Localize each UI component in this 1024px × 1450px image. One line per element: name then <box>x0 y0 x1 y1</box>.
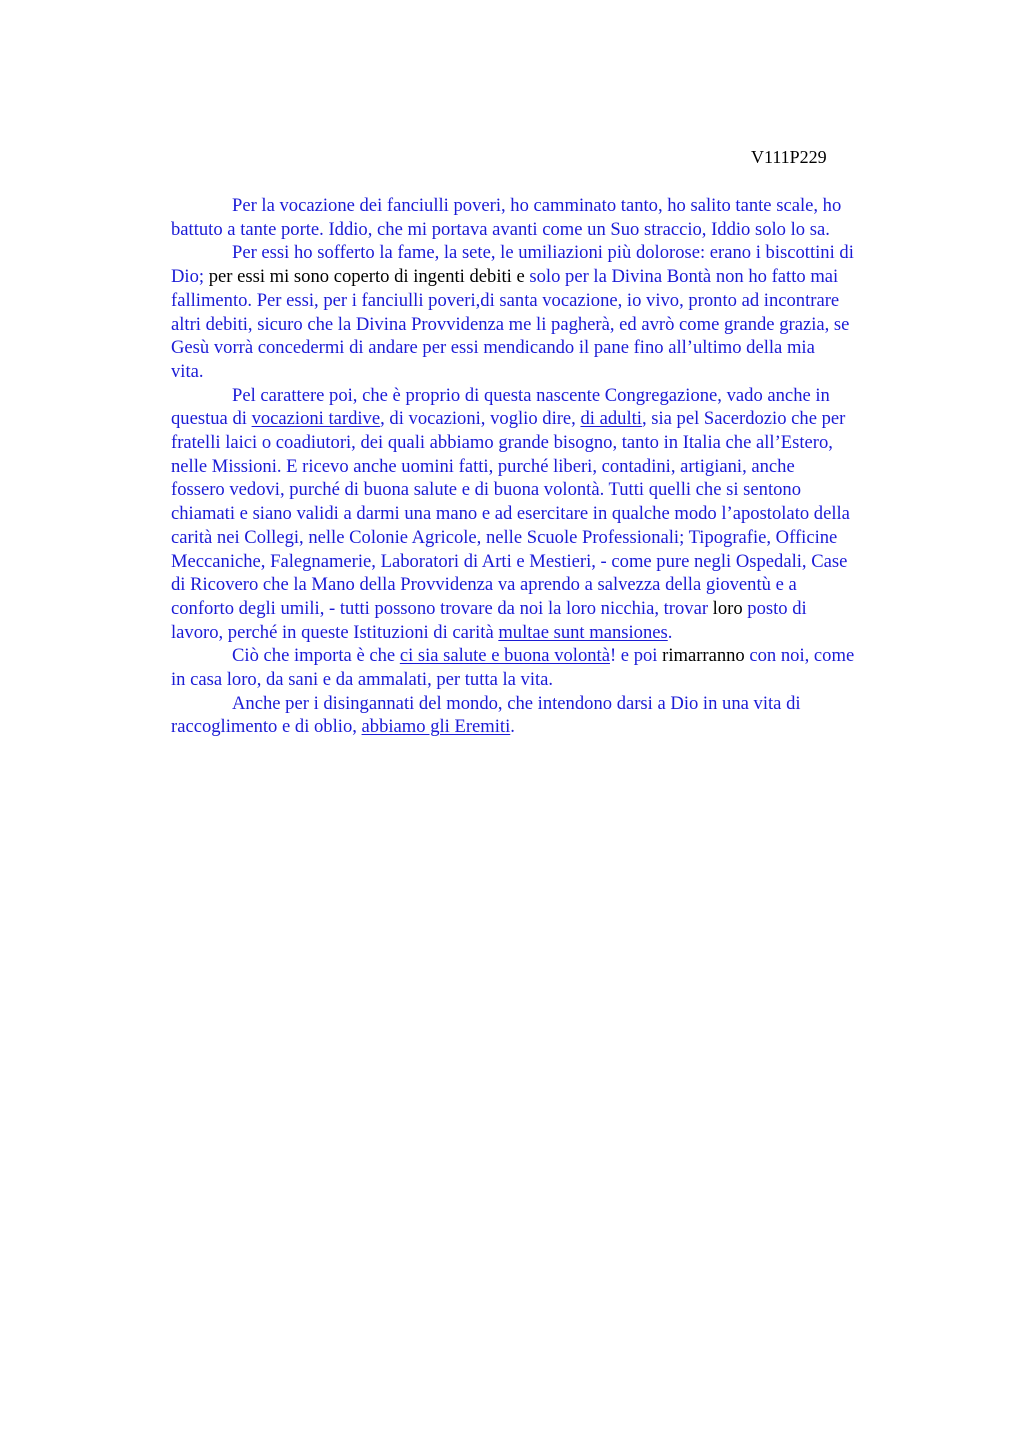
letter-body <box>171 194 931 739</box>
text-line: carità nei Collegi, nelle Colonie Agricole, nelle Scuole Professionali; Tipografie, Officine <box>171 526 838 548</box>
paragraph-sacrifice <box>171 241 931 383</box>
text-line: fallimento. Per essi, per i fanciulli poveri,di santa vocazione, io vivo, pronto ad incontrare <box>171 289 840 311</box>
underlined-phrase: abbiamo gli Eremiti <box>361 716 511 738</box>
text-line: nelle Missioni. E ricevo anche uomini fatti, purché liberi, contadini, artigiani, anche <box>171 455 795 477</box>
text-fragment: , di vocazioni, voglio dire, <box>380 408 581 430</box>
text-fragment: solo per la Divina Bontà non ho fatto mai <box>524 266 839 288</box>
paragraph-health-goodwill <box>171 644 931 691</box>
text-line: Gesù vorrà concedermi di andare per essi mendicando il pane fino all’ultimo della mia <box>171 337 815 359</box>
text-fragment: con noi, come <box>744 645 855 667</box>
underlined-phrase: multae sunt mansiones <box>498 621 668 643</box>
text-line: Pel carattere poi, che è proprio di questa nascente Congregazione, vado anche in <box>232 384 830 406</box>
text-line: altri debiti, sicuro che la Divina Provvidenza me li pagherà, ed avrò come grande grazia, se <box>171 313 850 335</box>
text-line: vita. <box>171 360 204 382</box>
text-line: Meccaniche, Falegnamerie, Laboratori di Arti e Mestieri, - come pure negli Ospedali, Case <box>171 550 848 572</box>
text-line: battuto a tante porte. Iddio, che mi portava avanti come un Suo straccio, Iddio solo lo sa. <box>171 218 830 240</box>
page-reference-code: V111P229 <box>751 147 827 167</box>
paragraph-late-vocations <box>171 384 931 645</box>
text-fragment: , sia pel Sacerdozio che per <box>641 408 846 430</box>
text-line: fratelli laici o coadiutori, dei quali abbiamo grande bisogno, tanto in Italia che all’Estero, <box>171 432 833 454</box>
text-line: Anche per i disingannati del mondo, che intendono darsi a Dio in una vita di <box>232 692 801 714</box>
text-fragment: raccoglimento e di oblio, <box>171 716 362 738</box>
text-fragment: . <box>510 716 515 738</box>
text-line: Per essi ho sofferto la fame, la sete, le umiliazioni più dolorose: erano i biscottini di <box>232 242 854 264</box>
underlined-phrase: vocazioni tardive <box>251 408 381 430</box>
text-fragment-black: per essi mi sono coperto di ingenti debiti e <box>204 266 525 288</box>
text-fragment: Dio; <box>171 266 205 288</box>
text-fragment: . <box>667 621 673 643</box>
text-fragment: Ciò che importa è che <box>232 645 400 667</box>
text-fragment: lavoro, perché in queste Istituzioni di carità <box>171 621 499 643</box>
text-line: in casa loro, da sani e da ammalati, per tutta la vita. <box>171 669 554 691</box>
paragraph-hermits <box>171 692 931 739</box>
text-line: di Ricovero che la Mano della Provvidenza va aprendo a salvezza della gioventù e a <box>171 574 797 596</box>
text-fragment: conforto degli umili, - tutti possono trovare da noi la loro nicchia, trovar <box>171 597 709 619</box>
text-fragment: questua di <box>171 408 252 430</box>
text-line: Per la vocazione dei fanciulli poveri, ho camminato tanto, ho salito tante scale, ho <box>232 195 842 216</box>
text-fragment-black: loro <box>708 597 743 619</box>
underlined-phrase: ci sia salute e buona volontà <box>399 645 610 667</box>
text-fragment: posto di <box>742 597 807 619</box>
underlined-phrase: di adulti <box>580 408 642 430</box>
paragraph-vocation <box>171 194 931 241</box>
text-line: chiamati e siano validi a darmi una mano e ad esercitare in qualche modo l’apostolato della <box>171 503 850 525</box>
text-line: fossero vedovi, purché di buona salute e di buona volontà. Tutti quelli che si sentono <box>171 479 802 501</box>
text-fragment-black: rimarranno <box>657 645 745 667</box>
text-fragment: ! e poi <box>609 645 658 667</box>
